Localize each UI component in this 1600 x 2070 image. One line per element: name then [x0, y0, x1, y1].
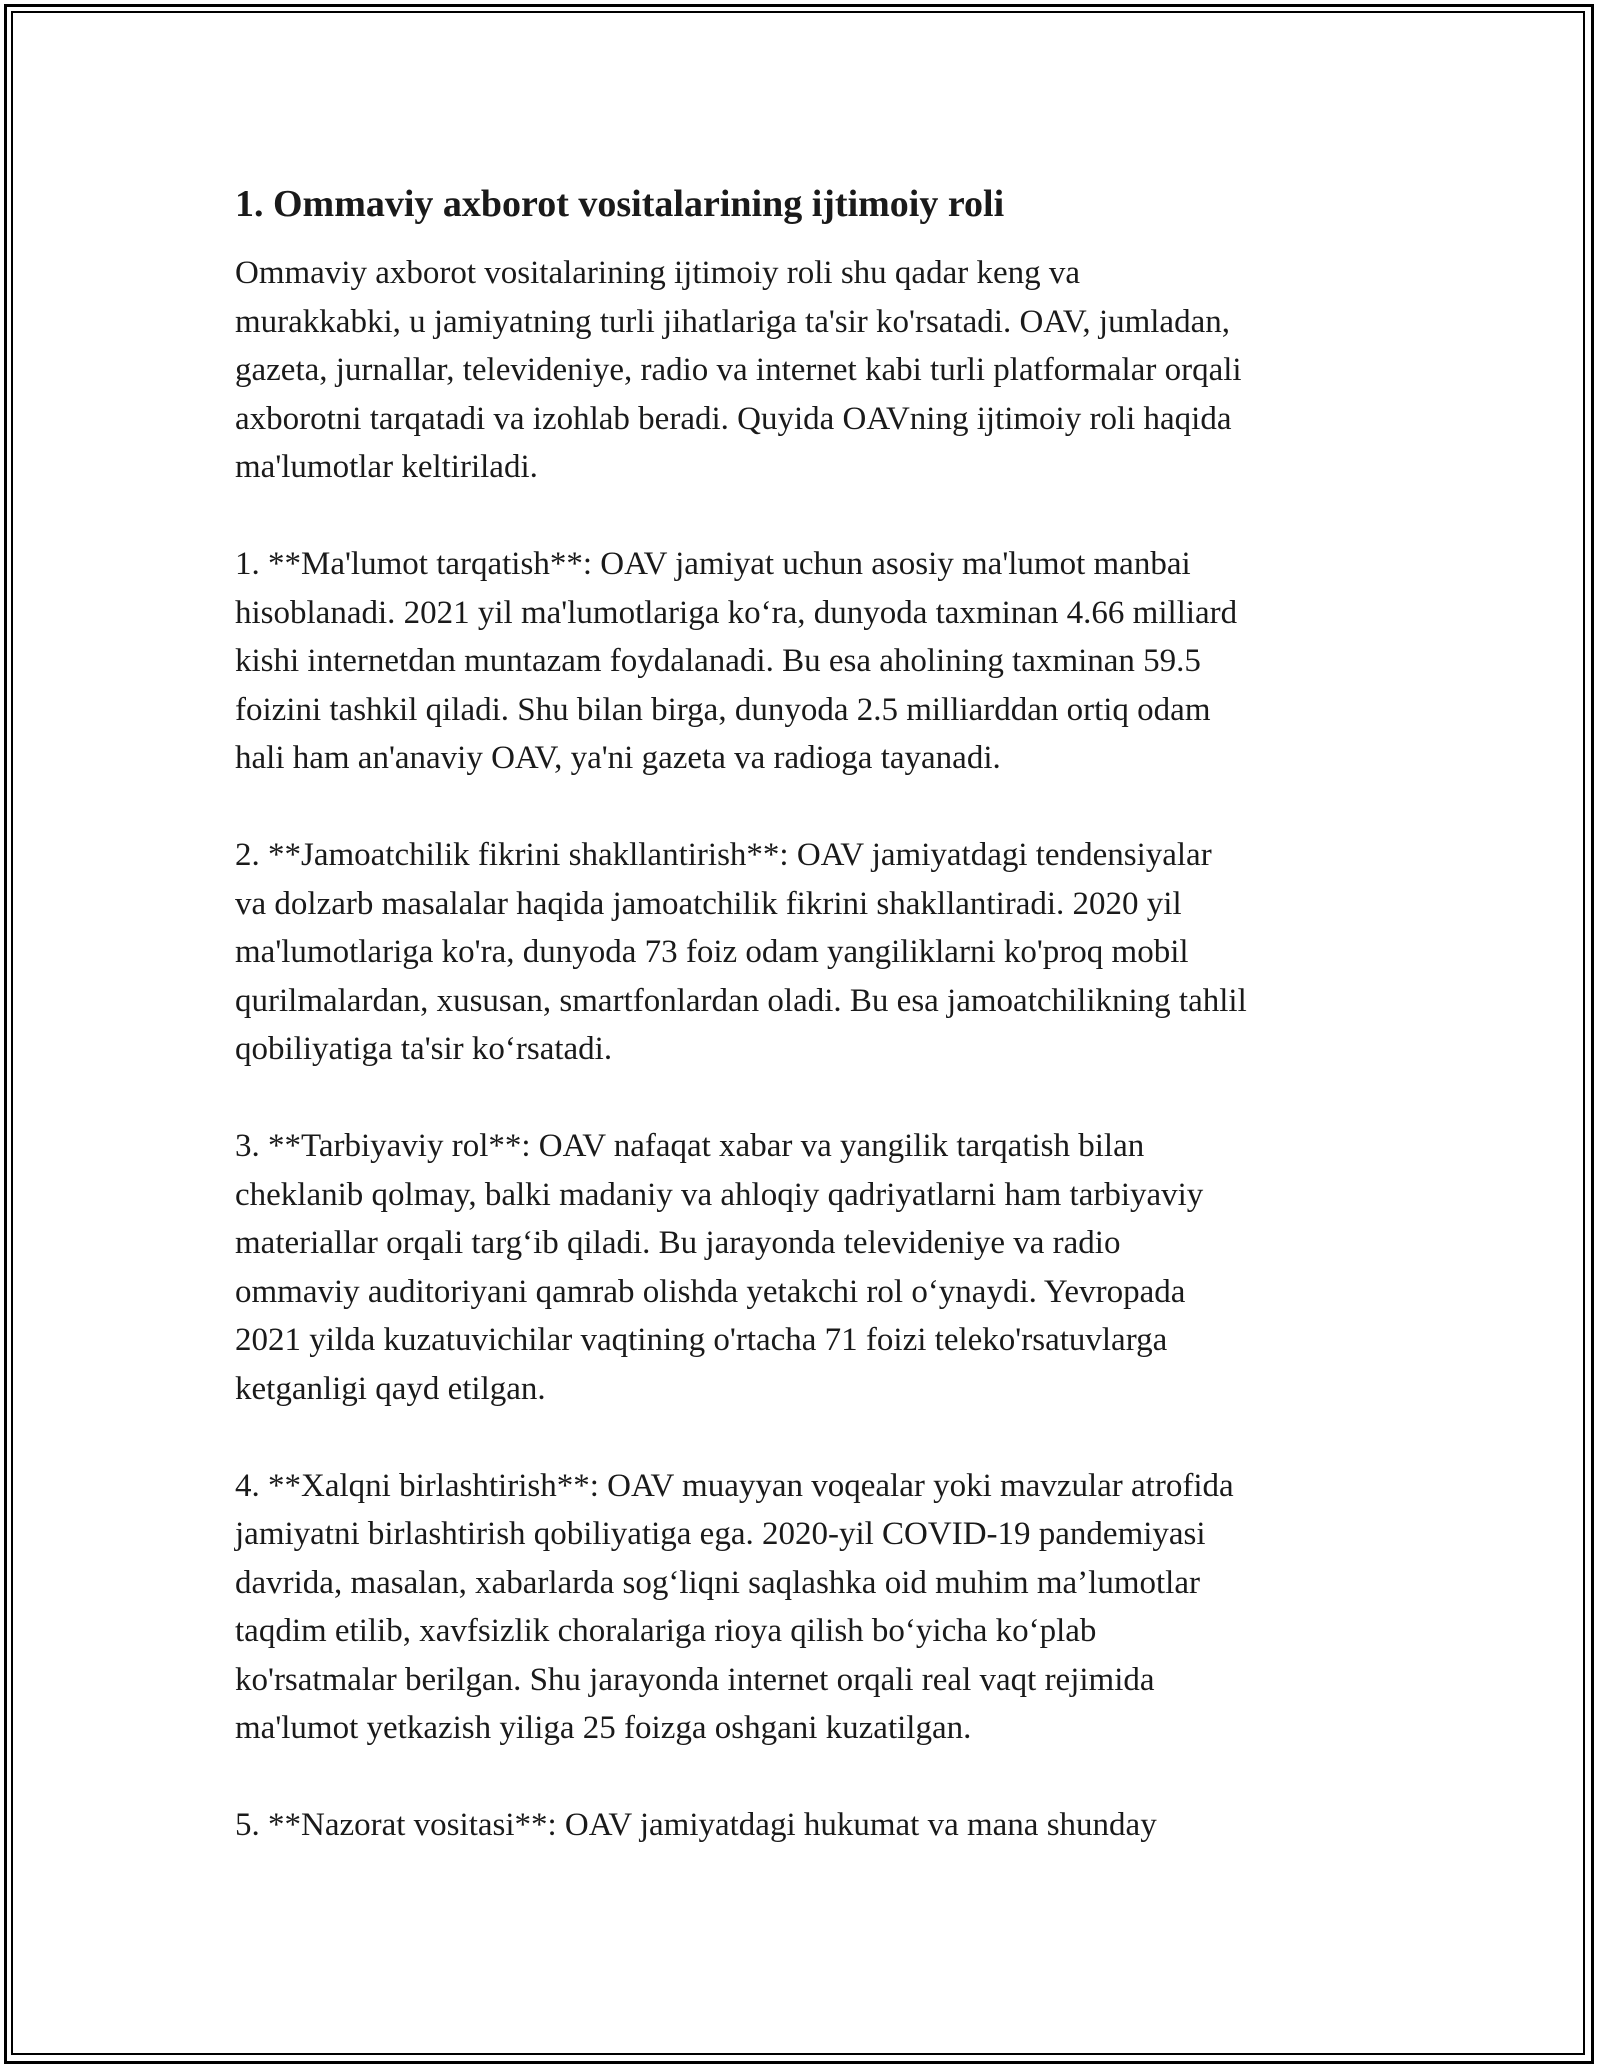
list-item-uniting-people: 4. **Xalqni birlashtirish**: OAV muayyan voqealar yoki mavzular atrofida jamiyatni birlashtirish qobiliyatiga ega. 2020-yil COVID-19 pandemiyasi davrida, masalan, xabarlarda sog‘liqni saqlashka oid muhim ma’lumotlar taqdim etilib, xavfsizlik choralariga rioya qilish bo‘yicha ko‘plab ko'rsatmalar berilgan. Shu jarayonda internet orqali real vaqt rejimida ma'lumot yetkazish yiliga 25 foizga oshgani kuzatilgan. — [235, 1467, 1234, 1747]
list-item-control-tool: 5. **Nazorat vositasi**: OAV jamiyatdagi hukumat va mana shunday — [235, 1807, 1157, 1844]
intro-paragraph: Ommaviy axborot vositalarining ijtimoiy roli shu qadar keng va murakkabki, u jamiyatning turli jihatlariga ta'sir ko'rsatadi. OAV, jumladan, gazeta, jurnallar, televideniye, radio va internet kabi turli platformalar orqali axborotni tarqatadi va izohlab beradi. Quyida OAVning ijtimoiy roli haqida ma'lumotlar keltiriladi. — [235, 255, 1242, 486]
list-item-educational-role: 3. **Tarbiyaviy rol**: OAV nafaqat xabar va yangilik tarqatish bilan cheklanib qolmay, balki madaniy va ahloqiy qadriyatlarni ham tarbiyaviy materiallar orqali targ‘ib qiladi. Bu jarayonda televideniye va radio ommaviy auditoriyani qamrab olishda yetakchi rol o‘ynaydi. Yevropada 2021 yilda kuzatuvichilar vaqtining o'rtacha 71 foizi teleko'rsatuvlarga ketganligi qayd etilgan. — [235, 1128, 1204, 1407]
list-item-public-opinion: 2. **Jamoatchilik fikrini shakllantirish**: OAV jamiyatdagi tendensiyalar va dolzarb masalalar haqida jamoatchilik fikrini shakllantiradi. 2020 yil ma'lumotlariga ko'ra, dunyoda 73 foiz odam yangiliklarni ko'proq mobil qurilmalardan, xususan, smartfonlardan oladi. Bu esa jamoatchilikning tahlil qobiliyatiga ta'sir ko‘rsatadi. — [235, 837, 1247, 1068]
section-title: 1. Ommaviy axborot vositalarining ijtimoiy roli — [235, 183, 1005, 225]
document-body — [235, 180, 1375, 1850]
list-item-information-dissemination: 1. **Ma'lumot tarqatish**: OAV jamiyat uchun asosiy ma'lumot manbai hisoblanadi. 2021 yil ma'lumotlariga ko‘ra, dunyoda taxminan 4.66 milliard kishi internetdan muntazam foydalanadi. Bu esa aholining taxminan 59.5 foizini tashkil qiladi. Shu bilan birga, dunyoda 2.5 milliarddan ortiq odam hali ham an'anaviy OAV, ya'ni gazeta va radioga tayanadi. — [235, 546, 1238, 777]
